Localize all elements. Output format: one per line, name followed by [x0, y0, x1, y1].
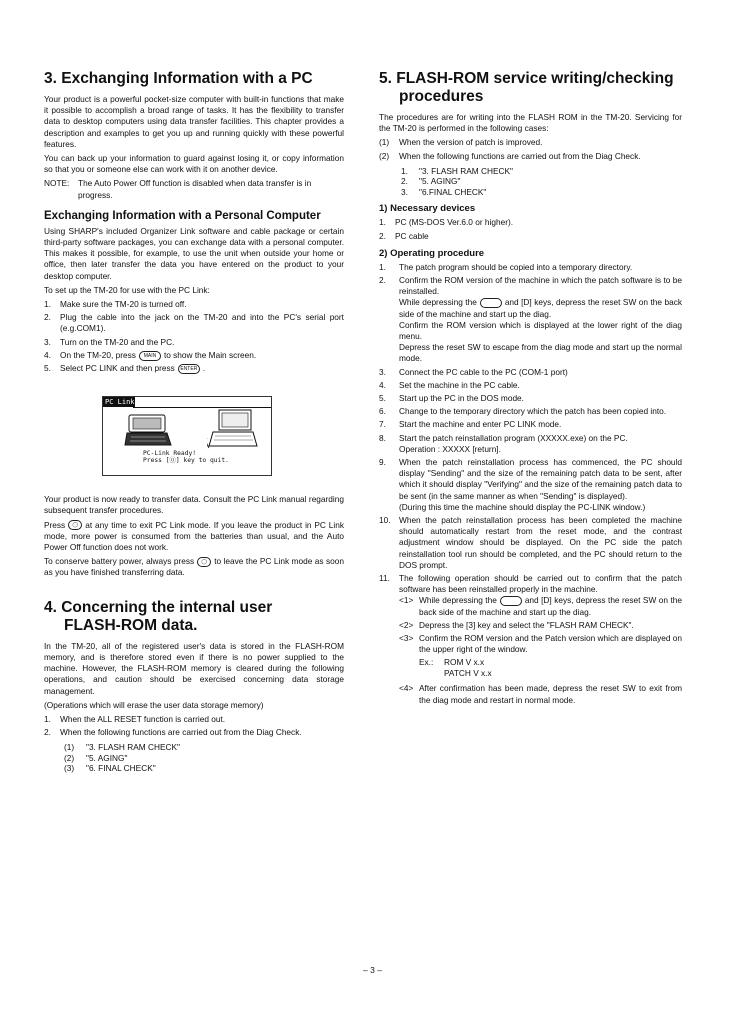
list-item: 2. When the following functions are carried out from the Diag Check. — [44, 727, 302, 738]
case-sub-list — [401, 166, 682, 198]
necessary-devices-list — [379, 217, 682, 241]
list-item: <4> After confirmation has been made, depress the reset SW to exit from the diag mode and restart in normal mode. — [399, 683, 682, 705]
subsection-paragraph-2: To set up the TM-20 for use with the PC Link: — [44, 284, 210, 295]
list-item: 3. "6.FINAL CHECK" — [401, 186, 487, 197]
list-item: 2. PC cable — [379, 230, 429, 241]
section-4-title: 4. Concerning the internal user FLASH-ROM data. — [44, 598, 273, 634]
screen-message: PC-Link Ready! Press [⓪] key to quit. — [143, 450, 229, 465]
section-5-paragraph: The procedures are for writing into the FLASH ROM in the TM-20. Servicing for the TM-20 is performed in the following cases: — [379, 112, 682, 134]
setup-steps — [44, 299, 344, 374]
enter-key-icon: ENTER — [178, 364, 200, 374]
laptop-pc-icon — [207, 408, 259, 450]
list-item: 1. PC (MS-DOS Ver.6.0 or higher). — [379, 217, 514, 228]
list-item: (2) "5. AGING" — [64, 752, 128, 763]
list-item: 8. Start the patch reinstallation program (XXXXX.exe) on the PC. Operation : XXXXX [return]. — [379, 432, 628, 454]
note-label: NOTE: — [44, 178, 70, 189]
list-item: 1. The patch program should be copied into a temporary directory. — [379, 261, 633, 272]
main-key-icon: MAIN — [139, 351, 161, 361]
service-cases — [379, 137, 682, 161]
list-item: 4. On the TM-20, press MAIN to show the Main screen. — [44, 349, 257, 360]
list-item: <1> While depressing the and [D] keys, depress the reset SW on the back side of the machine and start up the diag. — [399, 595, 682, 617]
list-item: 7. Start the machine and enter PC LINK mode. — [379, 419, 562, 430]
note — [44, 178, 344, 200]
list-item: (1) "3. FLASH RAM CHECK" — [64, 742, 180, 753]
list-item: 1. When the ALL RESET function is carried out. — [44, 713, 226, 724]
list-item: 6. Change to the temporary directory which the patch has been copied into. — [379, 406, 667, 417]
page-number: – 3 – — [363, 965, 382, 975]
list-item: (3) "6. FINAL CHECK" — [64, 763, 156, 774]
erase-conditions — [44, 714, 344, 738]
subsection-title: Exchanging Information with a Personal Computer — [44, 209, 321, 222]
confirm-steps — [399, 595, 682, 705]
list-item: 2. Confirm the ROM version of the machine in which the patch software is to be reinstalled. While depressing the and [D] keys, depress the reset SW on the back side of the machine and start up the diag. Confirm the ROM version which is displayed at the lower right of the diag menu. Depress the reset SW to escape from the diag mode and start up the normal mode. — [379, 274, 682, 364]
screen-title: PC Link — [105, 398, 135, 407]
list-item: 1. Make sure the TM-20 is turned off. — [44, 299, 187, 310]
list-item: 3. Connect the PC cable to the PC (COM-1 port) — [379, 366, 568, 377]
section-4-paragraph-1: In the TM-20, all of the registered user's data is stored in the FLASH-ROM memory, and is therefore stored even if there is no power supplied to the machine. However, the FLASH-ROM memory is cleared during the following operations, and caution should be exercised concerning data storage management. — [44, 640, 344, 696]
version-example: Ex.: ROM V x.x PATCH V x.x — [419, 657, 492, 679]
note-text: The Auto Power Off function is disabled when data transfer is in progress. — [78, 178, 312, 200]
list-item: 2. "5. AGING" — [401, 176, 461, 187]
section-3-title: 3. Exchanging Information with a PC — [44, 70, 313, 87]
left-column — [44, 70, 344, 777]
off-key-icon: ◯ — [68, 520, 82, 530]
list-item: 3. Turn on the TM-20 and the PC. — [44, 336, 175, 347]
section-3-paragraph-1: Your product is a powerful pocket-size computer with built-in functions that make it possible to accomplish a broad range of tasks. It has the flexibility to transfer data to desktop computers using data transfer facilities. This chapter provides a description and examples to get you up and running quickly with these powerful features. — [44, 94, 344, 149]
section-4-paragraph-2: (Operations which will erase the user data storage memory) — [44, 699, 264, 710]
section-3-paragraph-2: You can back up your information to guard against losing it, or copy information so that you or someone else can work with it on another device. — [44, 153, 344, 175]
pc-link-screen-illustration — [102, 396, 272, 476]
section-5-title: 5. FLASH-ROM service writing/checking procedures — [379, 70, 674, 105]
list-item: (2) When the following functions are carried out from the Diag Check. — [379, 150, 641, 161]
organizer-device-icon — [123, 413, 173, 449]
list-item: (1) When the version of patch is improved. — [379, 137, 543, 148]
list-item: 10. When the patch reinstallation process has been completed the machine should automatically restart from the reset mode, and the contrast adjustment window should be displayed. On the PC side the patch reinstallation tool run should be completed, and the PC should return to the DOS prompt. — [379, 514, 682, 570]
list-item: 5. Start up the PC in the DOS mode. — [379, 392, 524, 403]
list-item: <3> Confirm the ROM version and the Patch version which are displayed on the upper right of the window. Ex.: ROM V x.x PATCH V x.x — [399, 633, 682, 679]
list-item: 4. Set the machine in the PC cable. — [379, 379, 520, 390]
after-paragraph-1: Your product is now ready to transfer data. Consult the PC Link manual regarding subsequent transfer procedures. — [44, 494, 344, 516]
enter-key-icon — [500, 596, 522, 606]
right-column — [379, 70, 682, 712]
list-item: 2. Plug the cable into the jack on the TM-20 and into the PC's serial port (e.g.COM1). — [44, 312, 344, 334]
after-paragraph-3: To conserve battery power, always press ◯ to leave the PC Link mode as soon as you have finished transferring data. — [44, 556, 344, 578]
after-paragraph-2: Press ◯ at any time to exit PC Link mode. If you leave the product in PC Link mode, more power is consumed from the batteries than usual, and the Auto Power Off function does not work. — [44, 519, 344, 553]
list-item: 1. "3. FLASH RAM CHECK" — [401, 165, 513, 176]
subsection-paragraph-1: Using SHARP's included Organizer Link software and cable package or certain third-party software packages, you can exchange data with a personal computer. This makes it possible, for example, to use the unit when outside your home or office, then later transfer the data you have entered on the product to your desktop computer. — [44, 225, 344, 281]
off-key-icon: ◯ — [197, 557, 211, 567]
list-item: 9. When the patch reinstallation process has commenced, the PC should display "Sending" and the size of the remaining patch data to be sent, after which it should display "Verifying" and the size of the remaining patch data to be sent (in the same manner as when "Sending" is displayed). (During this time the machine should display the PC-LINK window.) — [379, 456, 682, 512]
operating-procedure-list — [379, 262, 682, 708]
list-item: <2> Depress the [3] key and select the "FLASH RAM CHECK". — [399, 619, 634, 630]
necessary-devices-title: 1) Necessary devices — [379, 203, 476, 215]
list-item: 11. The following operation should be carried out to confirm that the patch software has been reinstalled properly in the machine. <1> While depressing the and [D] keys, depress the reset SW on the back side of the machine and start up the diag. <2> Depress the [3] key and select the "FLASH RAM CHECK". <3> Confirm the ROM version and the Patch version which are displayed on the upper right of the window. Ex.: ROM V x.x PATCH V x.x <4> After confirmation has been made, depress the reset SW to exit from the diag mode and restart in normal mode. — [379, 573, 682, 705]
diag-functions-list — [64, 742, 344, 774]
enter-key-icon — [480, 298, 502, 308]
list-item: 5. Select PC LINK and then press ENTER . — [44, 363, 206, 374]
operating-procedure-title: 2) Operating procedure — [379, 247, 485, 259]
